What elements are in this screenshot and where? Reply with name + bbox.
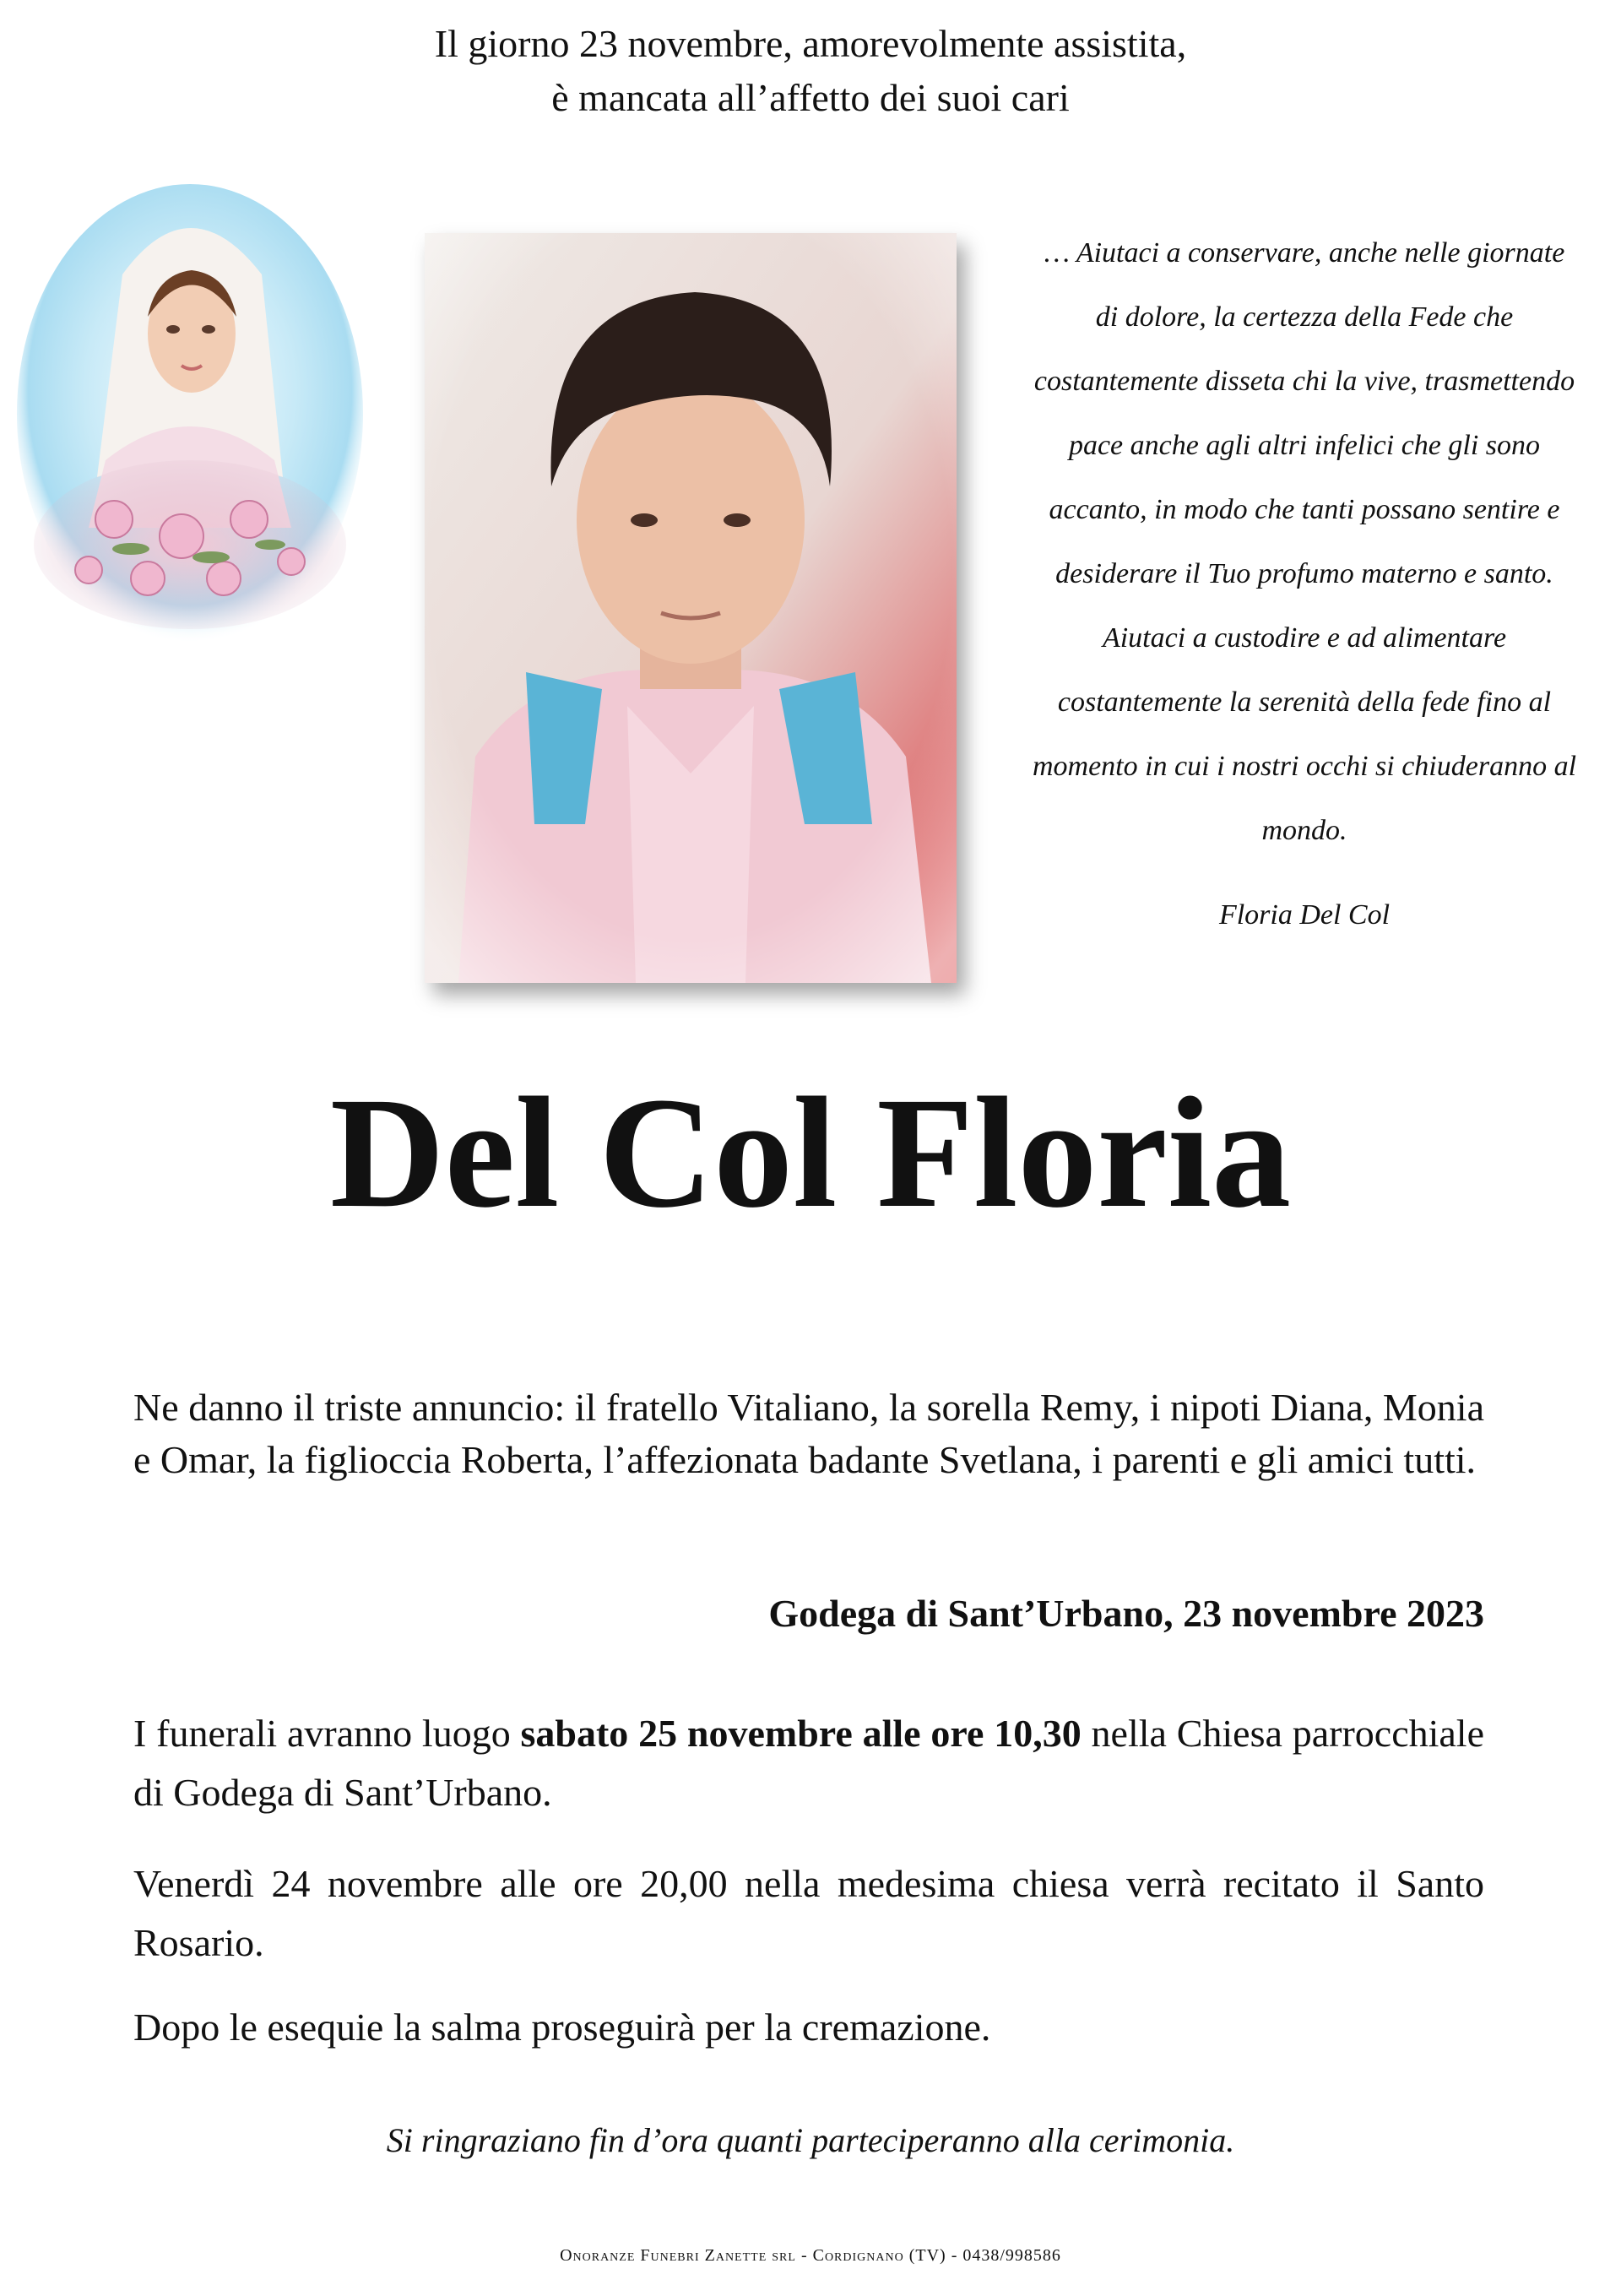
prayer-line: costantemente disseta chi la vive, trasmettendo <box>1033 366 1575 397</box>
prayer-line: accanto, in modo che tanti possano sentire e <box>1049 494 1560 525</box>
prayer-line: momento in cui i nostri occhi si chiuderanno al <box>1032 751 1577 782</box>
footer-funeral-home: Onoranze Funebri Zanette srl - Cordignano (TV) - 0438/998586 <box>560 2246 1061 2265</box>
prayer-line: pace anche agli altri infelici che gli sono <box>1068 430 1541 461</box>
prayer-line: di dolore, la certezza della Fede che <box>1095 301 1514 333</box>
prayer-line: costantemente la serenità della fede fino al <box>1057 687 1552 718</box>
prayer-line: desiderare il Tuo profumo materno e santo. <box>1055 558 1553 589</box>
prayer-signature: Floria Del Col <box>1218 899 1391 931</box>
cremation-text: Dopo le esequie la salma proseguirà per la cremazione. <box>133 2006 991 2049</box>
place-date: Godega di Sant’Urbano, 23 novembre 2023 <box>768 1592 1484 1635</box>
deceased-name: Del Col Floria <box>329 1064 1292 1240</box>
prayer-line: … Aiutaci a conservare, anche nelle giornate <box>1044 237 1565 269</box>
announcement-text: Ne danno il triste annuncio: il fratello Vitaliano, la sorella Remy, i nipoti Diana, Monia e Omar, la figlioccia Roberta, l’affezionata badante Svetlana, i parenti e gli amici tutti. <box>133 1386 1484 1481</box>
funeral-suffix: nella Chiesa parrocchiale di Godega di Sant’Urbano. <box>133 1712 1485 1814</box>
funeral-datetime: sabato 25 novembre alle ore 10,30 <box>520 1712 1082 1755</box>
prayer-line: Aiutaci a custodire e ad alimentare <box>1102 622 1507 654</box>
header-line-1: Il giorno 23 novembre, amorevolmente assistita, <box>434 22 1187 65</box>
header-line-2: è mancata all’affetto dei suoi cari <box>551 76 1070 119</box>
portrait-photo <box>425 233 957 983</box>
funeral-prefix: I funerali avranno luogo <box>133 1712 521 1755</box>
funeral-text <box>133 1704 1484 1822</box>
thanks-text: Si ringraziano fin d’ora quanti parteciperanno alla cerimonia. <box>386 2121 1235 2159</box>
header <box>0 17 1621 125</box>
madonna-image <box>13 173 367 646</box>
prayer-line: mondo. <box>1261 815 1347 846</box>
rosary-text: Venerdì 24 novembre alle ore 20,00 nella medesima chiesa verrà recitato il Santo Rosario. <box>133 1862 1484 1964</box>
prayer-text <box>1009 221 1600 947</box>
